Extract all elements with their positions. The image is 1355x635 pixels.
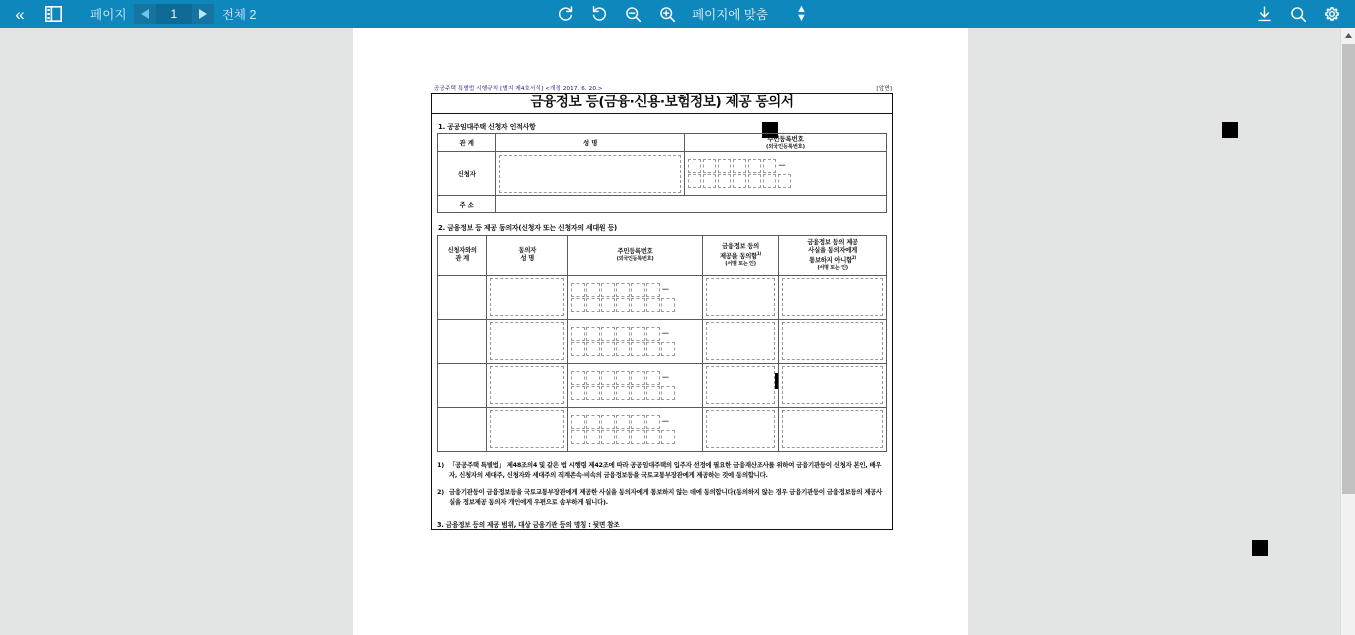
zoom-out-button[interactable] (616, 0, 650, 28)
ssn-box[interactable] (688, 174, 702, 188)
applicant-name-cell[interactable] (496, 152, 685, 196)
ssn-front-row (571, 327, 699, 341)
consent-name-input[interactable] (490, 366, 564, 404)
ssn-box[interactable] (601, 371, 615, 385)
col-name-line1: 동의자 (518, 247, 537, 255)
ssn-box[interactable] (631, 386, 645, 400)
notify-signature-cell[interactable] (779, 407, 887, 451)
ssn-box[interactable] (601, 386, 615, 400)
row-address-label: 주 소 (438, 196, 496, 213)
ssn-box[interactable] (631, 430, 645, 444)
ssn-box[interactable] (646, 298, 660, 312)
ssn-box[interactable] (616, 415, 630, 429)
ssn-box-group (568, 324, 702, 359)
consent-signature-input[interactable] (706, 322, 775, 360)
ssn-box[interactable] (646, 430, 660, 444)
scrollbar-thumb[interactable] (1342, 44, 1355, 494)
ssn-box[interactable] (601, 327, 615, 341)
vertical-scrollbar[interactable] (1340, 28, 1355, 635)
note-number: 1) (437, 460, 444, 469)
ssn-box[interactable] (733, 159, 747, 173)
applicant-name-input[interactable] (499, 155, 681, 193)
ssn-box[interactable] (616, 342, 630, 356)
notify-signature-cell[interactable] (779, 363, 887, 407)
col-ssn-header (568, 235, 703, 275)
ssn-box[interactable] (646, 386, 660, 400)
consent-relation-cell[interactable] (438, 319, 487, 363)
ssn-box[interactable] (601, 342, 615, 356)
rotate-clockwise-button[interactable] (548, 0, 582, 28)
ssn-box[interactable] (631, 415, 645, 429)
ssn-box[interactable] (763, 174, 777, 188)
zoom-level-select[interactable] (692, 5, 807, 23)
consent-ssn-cell[interactable] (568, 407, 703, 451)
col-ssn-main: 주민등록번호 (617, 247, 653, 255)
ssn-box[interactable] (646, 283, 660, 297)
col-consent-sub: (서명 또는 인) (725, 261, 756, 268)
page-side-marker: [앞면] (876, 86, 892, 92)
ssn-box[interactable] (616, 386, 630, 400)
ssn-separator: － (661, 328, 670, 338)
sidebar-panel-toggle-button[interactable] (34, 0, 72, 28)
ssn-box-group (685, 156, 886, 191)
sidebar-panel-icon (45, 6, 62, 22)
ssn-box[interactable] (631, 342, 645, 356)
ssn-box[interactable] (571, 415, 585, 429)
regulation-reference: 공공주택 특별법 시행규칙 [별지 제4호서식] <개정 2017. 6. 20.> (434, 86, 603, 92)
consent-signature-input[interactable] (706, 278, 775, 316)
col-ssn-main: 주민등록번호 (767, 135, 804, 144)
ssn-box-group (568, 280, 702, 315)
ssn-box[interactable] (661, 298, 675, 312)
col-name-header: 성 명 (496, 134, 685, 152)
zoom-stepper-icon[interactable]: ▲ ▼ (796, 3, 807, 24)
ssn-box[interactable] (601, 430, 615, 444)
ssn-box[interactable] (763, 159, 777, 173)
document-content (431, 84, 893, 530)
note-text: 「공공주택 특별법」 제48조의4 및 같은 법 시행령 제42조에 따라 공공임대주택의 입주자 선정에 필요한 금융재산조사를 위하여 금융기관등이 신청자 본인, 배우자, 신청자의 세대주, 신청자와 세대주의 직계존속·비속의 금융정보등을 국토교통부장관에게 제공하는 것에 동의합니다. (449, 460, 882, 480)
col-name-header (487, 235, 568, 275)
consent-name-input[interactable] (490, 410, 564, 448)
ssn-back-row (571, 430, 699, 444)
col-notify-line3: 통보하지 아니함 (809, 257, 852, 265)
ssn-front-row (688, 159, 883, 173)
ssn-box[interactable] (571, 298, 585, 312)
ssn-box[interactable] (586, 371, 600, 385)
total-pages-label: 전체 2 (221, 8, 257, 22)
search-button[interactable] (1281, 0, 1315, 28)
col-relation-line2: 관 계 (455, 255, 469, 263)
triangle-up-icon (1344, 32, 1353, 39)
ssn-box[interactable] (688, 159, 702, 173)
list-item (437, 460, 887, 481)
consent-relation-cell[interactable] (438, 363, 487, 407)
ssn-box[interactable] (586, 430, 600, 444)
ssn-separator: － (777, 160, 786, 170)
col-relation-header (438, 235, 487, 275)
settings-gear-icon (1323, 5, 1341, 23)
table-row (438, 363, 887, 407)
note-number: 2) (437, 487, 444, 496)
consent-name-input[interactable] (490, 278, 564, 316)
previous-page-button[interactable] (134, 4, 156, 24)
col-relation-line1: 신청자와의 (447, 247, 477, 255)
section1-heading: 1. 공공임대주택 신청자 인적사항 (438, 122, 536, 131)
consent-table-body (438, 275, 887, 451)
ssn-box[interactable] (586, 327, 600, 341)
ssn-box[interactable] (748, 174, 762, 188)
col-notify-line1: 금융정보 등의 제공 (807, 238, 858, 246)
ssn-box-group (568, 412, 702, 447)
consent-notes-list (437, 460, 887, 508)
ssn-box[interactable] (571, 342, 585, 356)
col-ssn-header (684, 134, 886, 152)
table-row (438, 319, 887, 363)
page-label: 페이지 (90, 8, 127, 22)
zoom-in-button[interactable] (650, 0, 684, 28)
ssn-back-row (571, 298, 699, 312)
consent-signature-cell[interactable] (702, 363, 778, 407)
consent-name-cell[interactable] (487, 363, 568, 407)
download-icon (1256, 6, 1273, 23)
ssn-box-group (568, 368, 702, 403)
consent-relation-cell[interactable] (438, 407, 487, 451)
table-row (438, 407, 887, 451)
list-item (437, 487, 887, 508)
consent-signature-cell[interactable] (702, 319, 778, 363)
consent-name-input[interactable] (490, 322, 564, 360)
col-consent-header (702, 235, 778, 275)
ssn-box[interactable] (586, 415, 600, 429)
consent-name-cell[interactable] (487, 407, 568, 451)
col-notify-sub: (서명 또는 인) (817, 265, 848, 272)
ssn-box[interactable] (571, 386, 585, 400)
pdf-viewer-area[interactable] (0, 28, 1340, 635)
table-header-row (438, 235, 887, 275)
ssn-box[interactable] (616, 298, 630, 312)
notify-signature-cell[interactable] (779, 275, 887, 319)
page-number-input[interactable] (156, 4, 192, 24)
consent-name-cell[interactable] (487, 275, 568, 319)
section3-heading: 3. 금융정보 등의 제공 범위, 대상 금융기관 등의 명칭 : 뒷면 참조 (437, 521, 620, 530)
note-text: 금융기관등이 금융정보등을 국토교통부장관에게 제공한 사실을 동의자에게 통보하지 않는 데에 동의합니다(동의하지 않는 경우 금융기관등이 금융정보등의 제공사실을 정보제공 동의자 개인에게 우편으로 송부하게 됩니다). (449, 487, 883, 506)
notify-signature-input[interactable] (782, 322, 883, 360)
rotate-clockwise-icon (557, 6, 574, 23)
col-consent-line1: 금융정보 등의 (722, 242, 760, 250)
ssn-box[interactable] (586, 342, 600, 356)
applicant-info-table (437, 133, 887, 213)
ssn-box[interactable] (748, 159, 762, 173)
ssn-box[interactable] (778, 174, 792, 188)
ssn-box[interactable] (601, 283, 615, 297)
ssn-front-row (571, 283, 699, 297)
ssn-separator: － (661, 372, 670, 382)
row-applicant-label: 신청자 (438, 152, 496, 196)
ssn-box[interactable] (718, 174, 732, 188)
ssn-box[interactable] (661, 386, 675, 400)
ssn-box[interactable] (616, 430, 630, 444)
col-notify-line2: 사실을 동의자에게 (808, 246, 857, 254)
consent-ssn-cell[interactable] (568, 319, 703, 363)
ssn-box[interactable] (616, 371, 630, 385)
triangle-right-icon (198, 8, 208, 20)
applicant-ssn-cell[interactable] (684, 152, 886, 196)
toolbar-left-group (0, 0, 256, 28)
scroll-up-button[interactable] (1341, 28, 1355, 43)
ssn-box[interactable] (703, 159, 717, 173)
document-title: 금융정보 등(금융·신용·보험정보) 제공 동의서 (432, 94, 892, 114)
section2-heading: 2. 금융정보 등 제공 동의자(신청자 또는 신청자의 세대원 등) (438, 224, 617, 233)
col-ssn-sub: (외국인등록번호) (766, 144, 805, 151)
ssn-box[interactable] (571, 327, 585, 341)
ssn-box[interactable] (646, 342, 660, 356)
address-cell[interactable] (496, 196, 887, 213)
consent-signature-cell[interactable] (702, 407, 778, 451)
ssn-front-row (571, 415, 699, 429)
consent-signature-input[interactable] (706, 366, 775, 404)
consent-ssn-cell[interactable] (568, 363, 703, 407)
download-button[interactable] (1247, 0, 1281, 28)
ssn-box[interactable] (616, 327, 630, 341)
ssn-box[interactable] (601, 298, 615, 312)
search-icon (1290, 6, 1307, 23)
rotate-counterclockwise-icon (591, 6, 608, 23)
toolbar-right-group (1247, 0, 1349, 28)
ssn-box[interactable] (631, 283, 645, 297)
ssn-box[interactable] (646, 327, 660, 341)
zoom-out-icon (625, 6, 642, 23)
notify-signature-cell[interactable] (779, 319, 887, 363)
ssn-box[interactable] (631, 371, 645, 385)
ssn-separator: － (661, 284, 670, 294)
notify-signature-input[interactable] (782, 410, 883, 448)
ssn-front-row (571, 371, 699, 385)
ssn-box[interactable] (661, 342, 675, 356)
zoom-level-label: 페이지에 맞춤 (692, 8, 769, 22)
col-consent-line2: 제공을 동의함 (720, 252, 757, 260)
consent-relation-cell[interactable] (438, 275, 487, 319)
triangle-left-icon (140, 8, 150, 20)
double-chevron-left-icon: « (15, 4, 25, 24)
consent-signature-input[interactable] (706, 410, 775, 448)
ssn-box[interactable] (616, 283, 630, 297)
ssn-box[interactable] (703, 174, 717, 188)
ssn-box[interactable] (733, 174, 747, 188)
zoom-in-icon (659, 6, 676, 23)
ssn-box[interactable] (646, 415, 660, 429)
table-row (438, 196, 887, 213)
consent-table (437, 235, 887, 452)
ssn-box[interactable] (571, 371, 585, 385)
col-notify-header (779, 235, 887, 275)
ssn-box[interactable] (631, 327, 645, 341)
registration-mark-top-right (1222, 122, 1238, 138)
table-header-row (438, 134, 887, 152)
consent-signature-cell[interactable] (702, 275, 778, 319)
col-consent-footnote: 1) (756, 250, 762, 256)
notify-signature-input[interactable] (782, 278, 883, 316)
table-row (438, 275, 887, 319)
ssn-box[interactable] (571, 430, 585, 444)
rotate-counterclockwise-button[interactable] (582, 0, 616, 28)
document-frame (431, 93, 893, 530)
ssn-box[interactable] (661, 430, 675, 444)
ssn-back-row (571, 386, 699, 400)
document-meta-line (431, 84, 893, 93)
collapse-toolbar-button[interactable] (0, 0, 34, 28)
ssn-box[interactable] (601, 415, 615, 429)
registration-mark-middle-right (1252, 540, 1268, 556)
consent-name-cell[interactable] (487, 319, 568, 363)
notify-signature-input[interactable] (782, 366, 883, 404)
document-body (432, 114, 892, 530)
ssn-box[interactable] (586, 283, 600, 297)
pdf-page-canvas[interactable] (353, 28, 968, 635)
col-ssn-sub: (외국인등록번호) (616, 256, 654, 263)
ssn-box[interactable] (586, 386, 600, 400)
col-notify-footnote: 2) (851, 254, 857, 260)
consent-ssn-cell[interactable] (568, 275, 703, 319)
ssn-box[interactable] (646, 371, 660, 385)
col-relation-header: 관 계 (438, 134, 496, 152)
ssn-box[interactable] (571, 283, 585, 297)
ssn-box[interactable] (586, 298, 600, 312)
pdf-toolbar (0, 0, 1355, 28)
ssn-box[interactable] (631, 298, 645, 312)
ssn-separator: － (661, 416, 670, 426)
col-name-line2: 성 명 (520, 255, 535, 263)
next-page-button[interactable] (192, 4, 214, 24)
ssn-back-row (688, 174, 883, 188)
ssn-back-row (571, 342, 699, 356)
settings-button[interactable] (1315, 0, 1349, 28)
table-row (438, 152, 887, 196)
ssn-box[interactable] (718, 159, 732, 173)
